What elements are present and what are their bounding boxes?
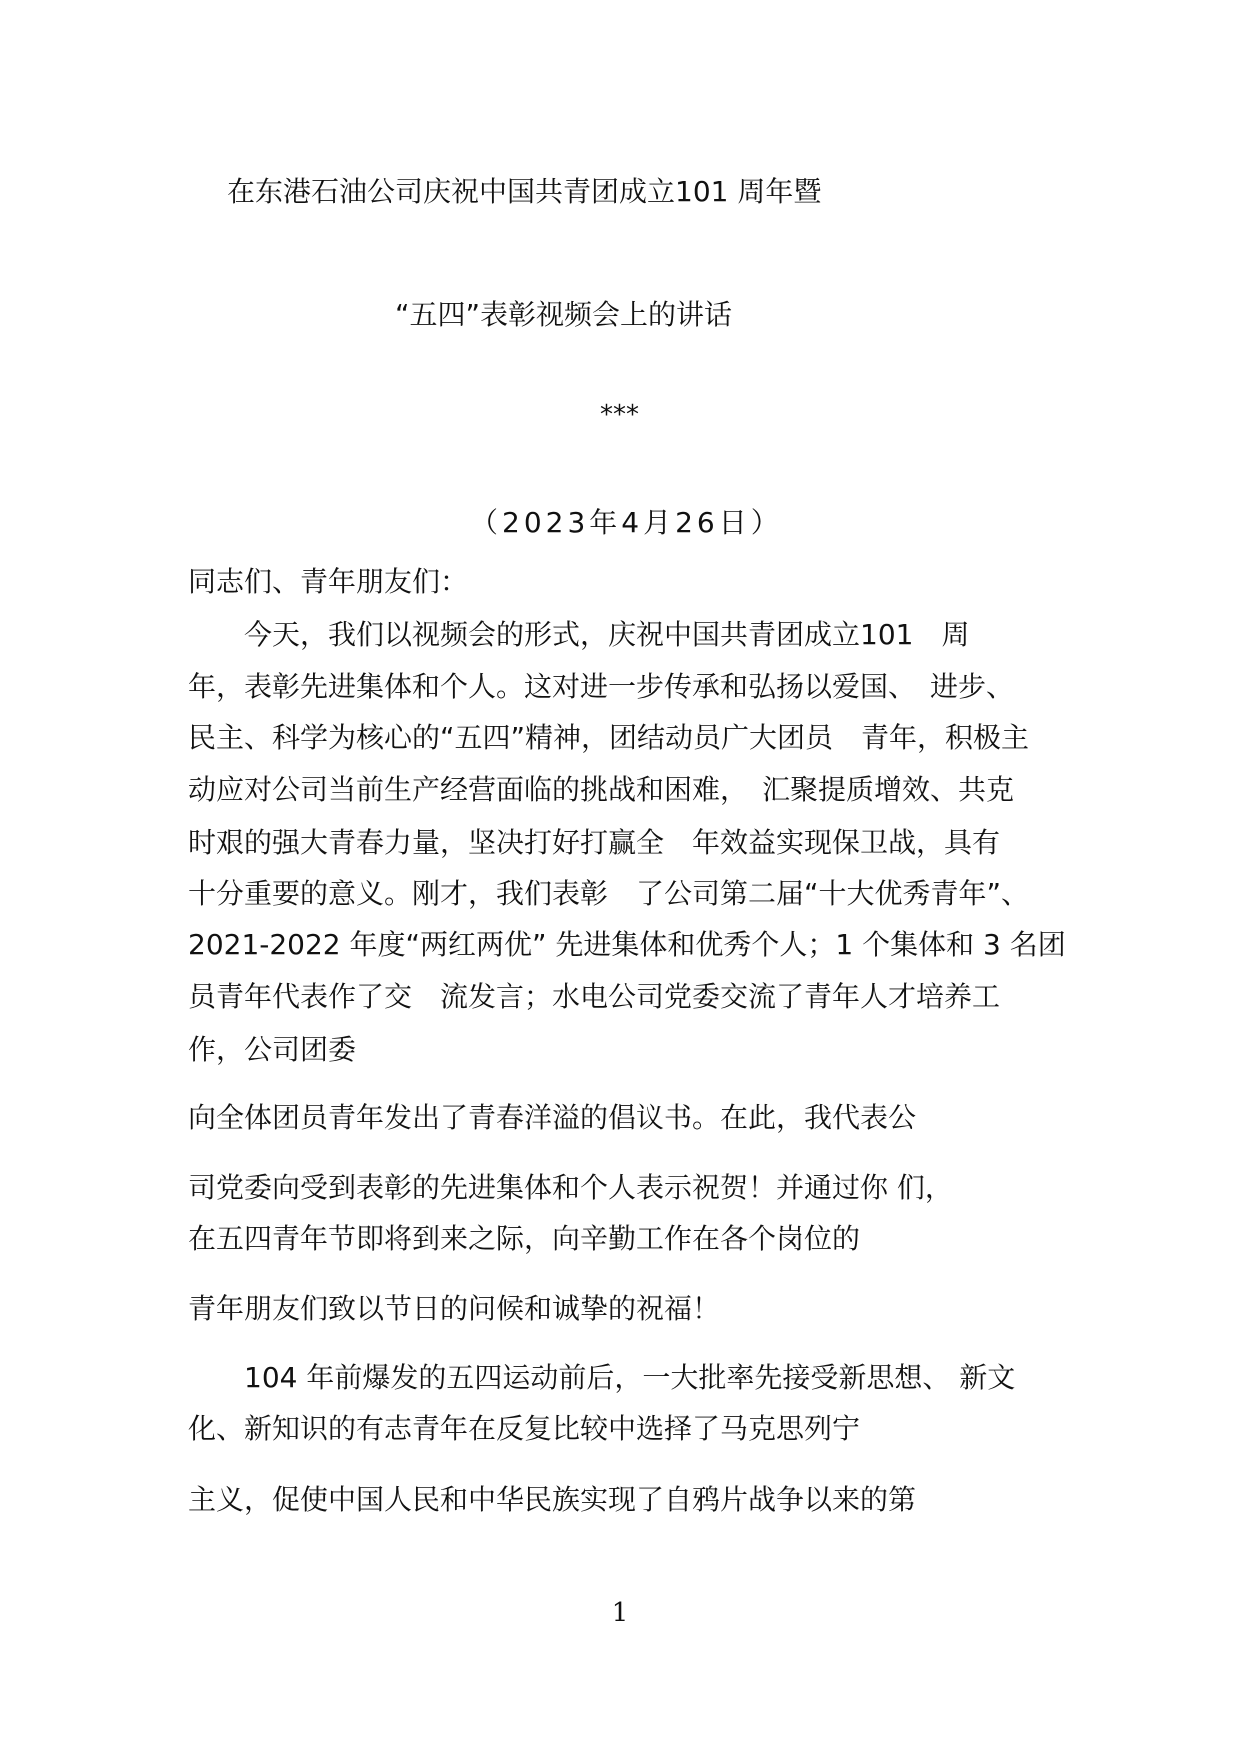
body-line: 员青年代表作了交 流发言；水电公司党委交流了青年人才培养工 [188,980,1001,1013]
body-line: 主义，促使中国人民和中华民族实现了自鸦片战争以来的第 [188,1483,917,1516]
body-line: 动应对公司当前生产经营面临的挑战和困难， 汇聚提质增效、共克 [188,773,1015,806]
body-line: 十分重要的意义。刚才，我们表彰 了公司第二届“十大优秀青年”、 [188,877,1030,910]
author: *** [600,400,639,430]
title-line-2: “五四”表彰视频会上的讲话 [395,298,733,331]
body-line: 104 年前爆发的五四运动前后，一大批率先接受新思想、 新文 [188,1361,1016,1394]
body-line: 2021-2022 年度“两红两优” 先进集体和优秀个人；1 个集体和 3 名团 [188,928,1066,961]
title-line-1: 在东港石油公司庆祝中国共青团成立101 周年暨 [227,175,822,208]
body-line: 司党委向受到表彰的先进集体和个人表示祝贺！并通过你 们， [188,1171,953,1204]
body-line: 作，公司团委 [188,1033,357,1066]
body-line: 今天，我们以视频会的形式，庆祝中国共青团成立101 周 [188,618,970,651]
body-line: 青年朋友们致以节日的问候和诚挚的祝福！ [188,1292,721,1325]
speech-date: （2023年4月26日） [470,506,783,539]
salutation: 同志们、青年朋友们： [188,565,469,598]
body-line: 时艰的强大青春力量，坚决打好打赢全 年效益实现保卫战，具有 [188,826,1001,859]
page-number: 1 [611,1598,629,1628]
body-line: 向全体团员青年发出了青春洋溢的倡议书。在此，我代表公 [188,1101,917,1134]
body-line: 在五四青年节即将到来之际，向辛勤工作在各个岗位的 [188,1222,861,1255]
body-line: 年，表彰先进集体和个人。这对进一步传承和弘扬以爱国、 进步、 [188,670,1015,703]
body-line: 化、新知识的有志青年在反复比较中选择了马克思列宁 [188,1412,861,1445]
body-line: 民主、科学为核心的“五四”精神，团结动员广大团员 青年，积极主 [188,721,1030,754]
